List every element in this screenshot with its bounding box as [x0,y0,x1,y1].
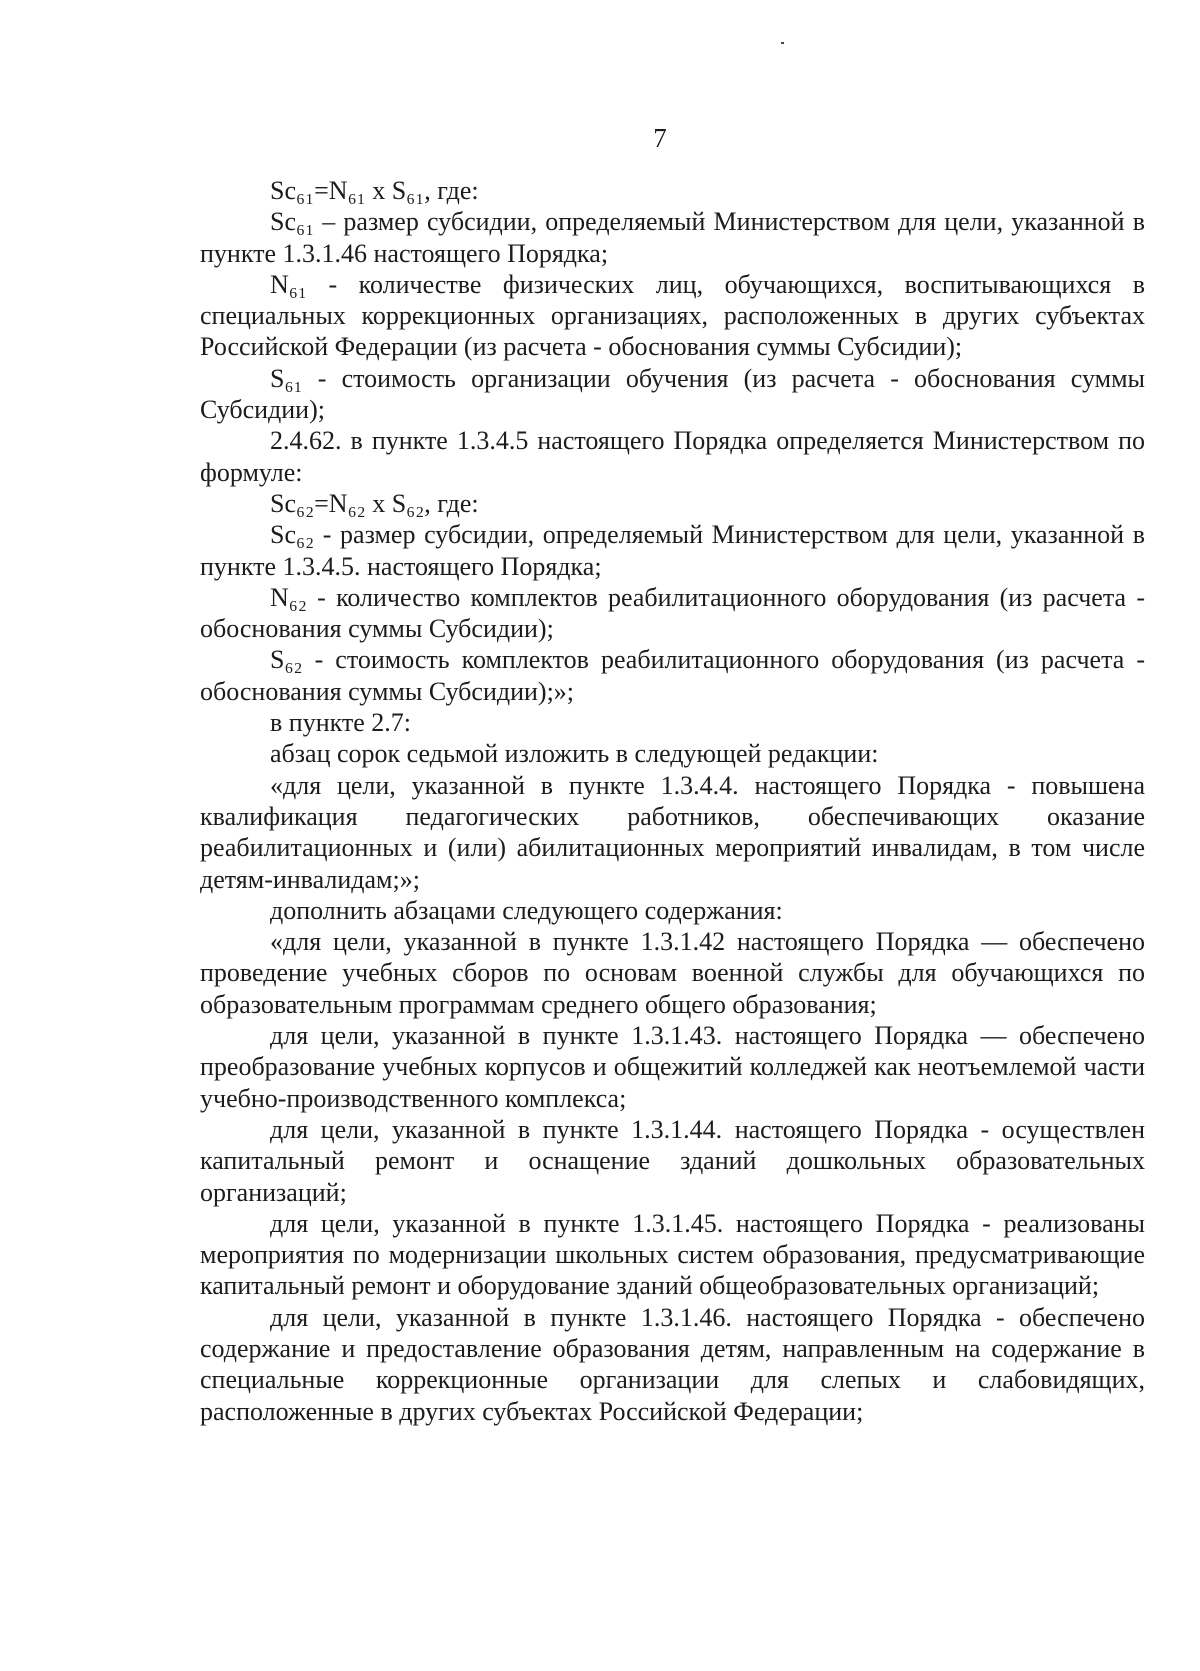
formula-sc61: Sс₆₁=N₆₁ x S₆₁, где: [270,176,479,205]
paragraph-s62-definition: S₆₂ - стоимость комплектов реабилитационного оборудования (из расчета - обоснования суммы Субсидии);»; [200,645,1145,706]
paragraph-1-3-1-43: для цели, указанной в пункте 1.3.1.43. настоящего Порядка — обеспечено преобразование учебных корпусов и общежитий колледжей как неотъемлемой части учебно-производственного комплекса; [200,1021,1145,1113]
page-number: 7 [653,123,667,153]
paragraph-n61-definition: N₆₁ - количестве физических лиц, обучающихся, воспитывающихся в специальных коррекционных организациях, расположенных в других субъектах Российской Федерации (из расчета - обоснования суммы Субсидии); [200,269,1145,362]
paragraph-2-4-62: 2.4.62. в пункте 1.3.4.5 настоящего Порядка определяется Министерством по формуле: [200,426,1145,487]
paragraph-1-3-1-46: для цели, указанной в пункте 1.3.1.46. настоящего Порядка - обеспечено содержание и предоставление образования детям, направленным на содержание в специальные коррекционные организации для слепых и слабовидящих, расположенные в других субъектах Российской Федерации; [200,1302,1145,1426]
paragraph-1-3-4-4: «для цели, указанной в пункте 1.3.4.4. настоящего Порядка - повышена квалификация педагогических работников, обеспечивающих оказание реабилитационных и (или) абилитационных мероприятий инвалидам, в том числе детям-инвалидам;»; [200,770,1145,894]
paragraph-1-3-1-45: для цели, указанной в пункте 1.3.1.45. настоящего Порядка - реализованы мероприятия по модернизации школьных систем образования, предусматривающие капитальный ремонт и оборудование зданий общеобразовательных организаций; [200,1208,1145,1301]
paragraph-sc62-definition: Sс₆₂ - размер субсидии, определяемый Министерством для цели, указанной в пункте 1.3.4.5. настоящего Порядка; [200,520,1145,581]
paragraph-sc61-definition: Sс₆₁ – размер субсидии, определяемый Министерством для цели, указанной в пункте 1.3.1.46 настоящего Порядка; [200,207,1145,268]
paragraph-point-2-7: в пункте 2.7: [270,708,412,738]
paragraph-1-3-1-42: «для цели, указанной в пункте 1.3.1.42 настоящего Порядка — обеспечено проведение учебных сборов по основам военной службы для обучающихся по образовательным программам среднего общего образования; [200,927,1145,1019]
formula-sc62: Sс₆₂=N₆₂ x S₆₂, где: [270,488,479,518]
paragraph-n62-definition: N₆₂ - количество комплектов реабилитационного оборудования (из расчета - обоснования суммы Субсидии); [200,582,1145,644]
paragraph-supplement: дополнить абзацами следующего содержания: [270,895,783,925]
paragraph-s61-definition: S₆₁ - стоимость организации обучения (из расчета - обоснования суммы Субсидии); [200,363,1145,425]
paragraph-abzac-47: абзац сорок седьмой изложить в следующей редакции: [270,739,879,769]
document-body [200,175,1145,1427]
scan-speck [781,42,784,44]
paragraph-1-3-1-44: для цели, указанной в пункте 1.3.1.44. настоящего Порядка - осуществлен капитальный ремонт и оснащение зданий дошкольных образовательных организаций; [200,1114,1145,1207]
